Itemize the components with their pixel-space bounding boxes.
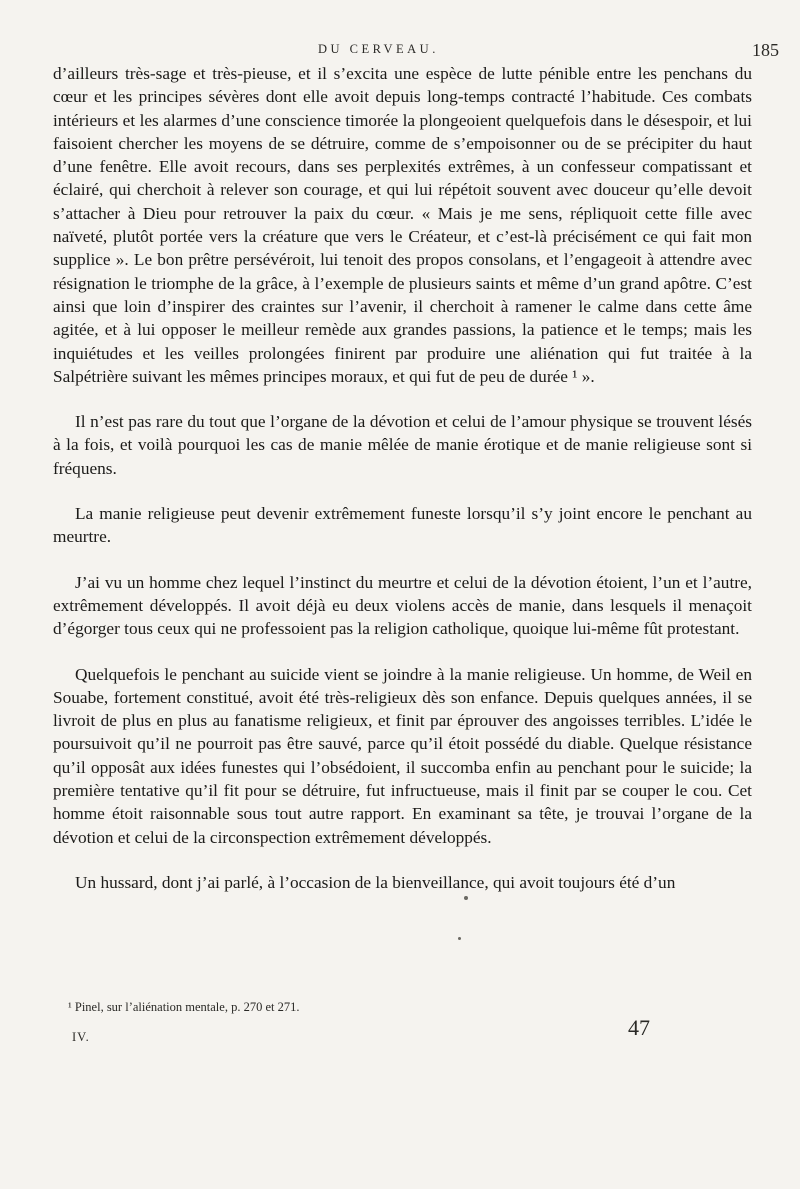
footnote: ¹ Pinel, sur l’aliénation mentale, p. 270 et 271. (68, 1000, 300, 1014)
signature-mark: IV. (72, 1030, 90, 1044)
paragraph: La manie religieuse peut devenir extrêmement funeste lorsqu’il s’y joint encore le penchant au meurtre. (53, 504, 752, 547)
ink-speck (458, 937, 461, 940)
ink-speck (464, 896, 468, 900)
running-head: DU CERVEAU. (318, 42, 439, 56)
paragraph: Quelquefois le penchant au suicide vient se joindre à la manie religieuse. Un homme, de Weil en Souabe, fortement constitué, avoit été très-religieux dès son enfance. Depuis quelques années, il se livroit de plus en plus au fanatisme religieux, et finit par éprouver des angoisses terribles. L’idée le poursuivoit qu’il ne pourroit pas être sauvé, parce qu’il étoit possédé du diable. Quelque résistance qu’il opposât aux idées funestes qui l’obsédoient, il succomba enfin au penchant pour le suicide; la première tentative qu’il fit pour se détruire, fut infructueuse, mais il finit par se couper le cou. Cet homme étoit raisonnable sous tout autre rapport. En examinant sa tête, je trouvai l’organe de la dévotion et celui de la circonspection extrêmement développés. (53, 664, 752, 847)
footnote-area (68, 1000, 758, 1015)
body-text (53, 62, 752, 894)
paragraph: d’ailleurs très-sage et très-pieuse, et il s’excita une espèce de lutte pénible entre les penchans du cœur et les principes sévères dont elle avoit depuis long-temps contracté l’habitude. Ces combats intérieurs et les alarmes d’une conscience timorée la plongeoient quelquefois dans le désespoir, et lui faisoient chercher les moyens de se détruire, comme de s’empoisonner ou de se précipiter du haut d’une fenêtre. Elle avoit recours, dans ses perplexités extrêmes, à un confesseur compatissant et éclairé, qui cherchoit à relever son courage, et qui lui répétoit souvent avec douceur qu’elle devoit s’attacher à Dieu pour retrouver la paix du cœur. « Mais je me sens, répliquoit cette fille avec naïveté, plutôt portée vers la créature que vers le Créateur, et c’est-là précisément ce qui fait mon supplice ». Le bon prêtre persévéroit, lui tenoit des propos consolans, et l’engageoit à attendre avec résignation le triomphe de la grâce, à l’exemple de plusieurs saints et même d’un grand apôtre. C’est ainsi que loin d’inspirer des craintes sur l’avenir, il cherchoit à ramener le calme dans cette âme agitée, et à lui opposer le meilleur remède aux grandes passions, la patience et le temps; mais les inquiétudes et les veilles prolongées finirent par produire une aliénation qui fut traitée à la Salpétrière suivant les mêmes principes moraux, et qui fut de peu de durée ¹ ». (53, 64, 752, 386)
paragraph: Un hussard, dont j’ai parlé, à l’occasion de la bienveillance, qui avoit toujours été d’un (75, 872, 676, 892)
page-header (0, 40, 800, 62)
page-number: 185 (752, 40, 779, 60)
paragraph: J’ai vu un homme chez lequel l’instinct du meurtre et celui de la dévotion étoient, l’un et l’autre, extrêmement développés. Il avoit déjà eu deux violens accès de manie, dans lesquels il menaçoit d’égorger tous ceux qui ne professoient pas la religion catholique, quoique lui-même fût protestant. (53, 572, 752, 639)
paragraph: Il n’est pas rare du tout que l’organe de la dévotion et celui de l’amour physique se trouvent lésés à la fois, et voilà pourquoi les cas de manie mêlée de manie érotique et de manie religieuse sont si fréquens. (53, 412, 752, 478)
folio-mark: 47 (628, 1015, 650, 1040)
